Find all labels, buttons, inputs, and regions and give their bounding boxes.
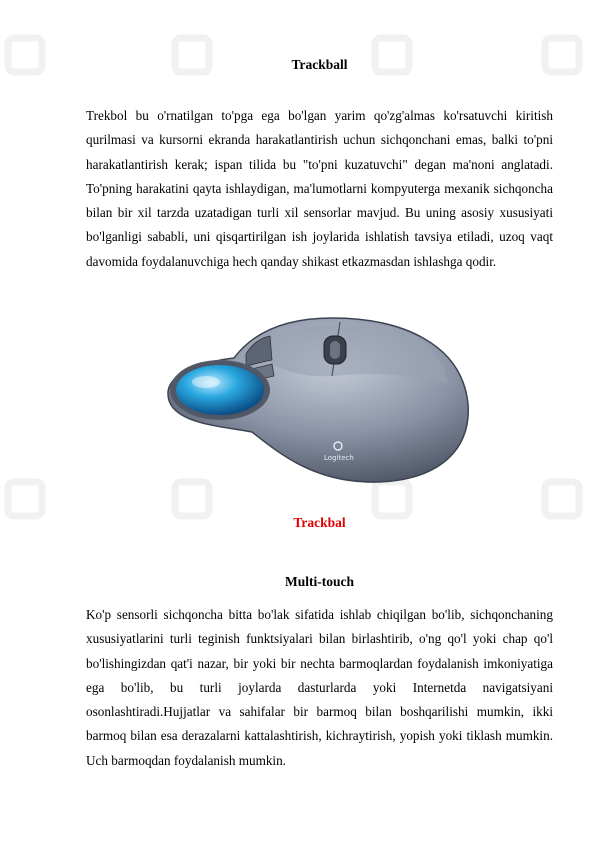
paragraph-trackball: Trekbol bu o'rnatilgan to'pga ega bo'lgan yarim qo'zg'almas ko'rsatuvchi kiritish qurilmasi va kursorni ekranda harakatlantirish uchun sichqonchani emas, balki to'pni harakatlantirish kerak; ispan tilida bu "to'pni kuzatuvchi" degan ma'noni anglatadi. To'pning harakatini qayta ishlaydigan, ma'lumotlarni kompyuterga mexanik sichqoncha bilan bir xil tarzda uzatadigan turli xil sensorlar mavjud. Bu uning asosiy xususiyati bo'lganligi sababli, uni qisqartirilgan ish joylarida ishlatish tavsiya etiladi, uzoq vaqt davomida foydalanuvchiga hech qanday shikast etkazmasdan ishlashga qodir. [86,108,553,269]
figure-caption: Trackbal [293,515,346,530]
svg-text:Logitech: Logitech [324,454,354,462]
paragraph-multitouch: Ko'p sensorli sichqoncha bitta bo'lak sifatida ishlab chiqilgan bo'lib, sichqonchaning xususiyatlarini turli teginish funktsiyalari bilan birlashtirib, o'ng qo'l yoki chap qo'l bo'lishingizdan qat'i nazar, bir yoki bir nechta barmoqlardan foydalanish imkoniyatiga ega bo'lib, bu turli joylarda dasturlarda yoki Internetda navigatsiyani osonlashtiradi.Hujjatlar va sahifalar bir barmoq bilan boshqarilishi mumkin, ikki barmoq bilan esa derazalarni kattalashtirish, kichraytirish, yopish yoki tiklash mumkin. Uch barmoqdan foydalanish mumkin. [86,607,553,768]
trackball-image [162,314,474,486]
section-title-multitouch: Multi-touch [285,574,354,589]
section-title-trackball: Trackball [291,57,348,72]
